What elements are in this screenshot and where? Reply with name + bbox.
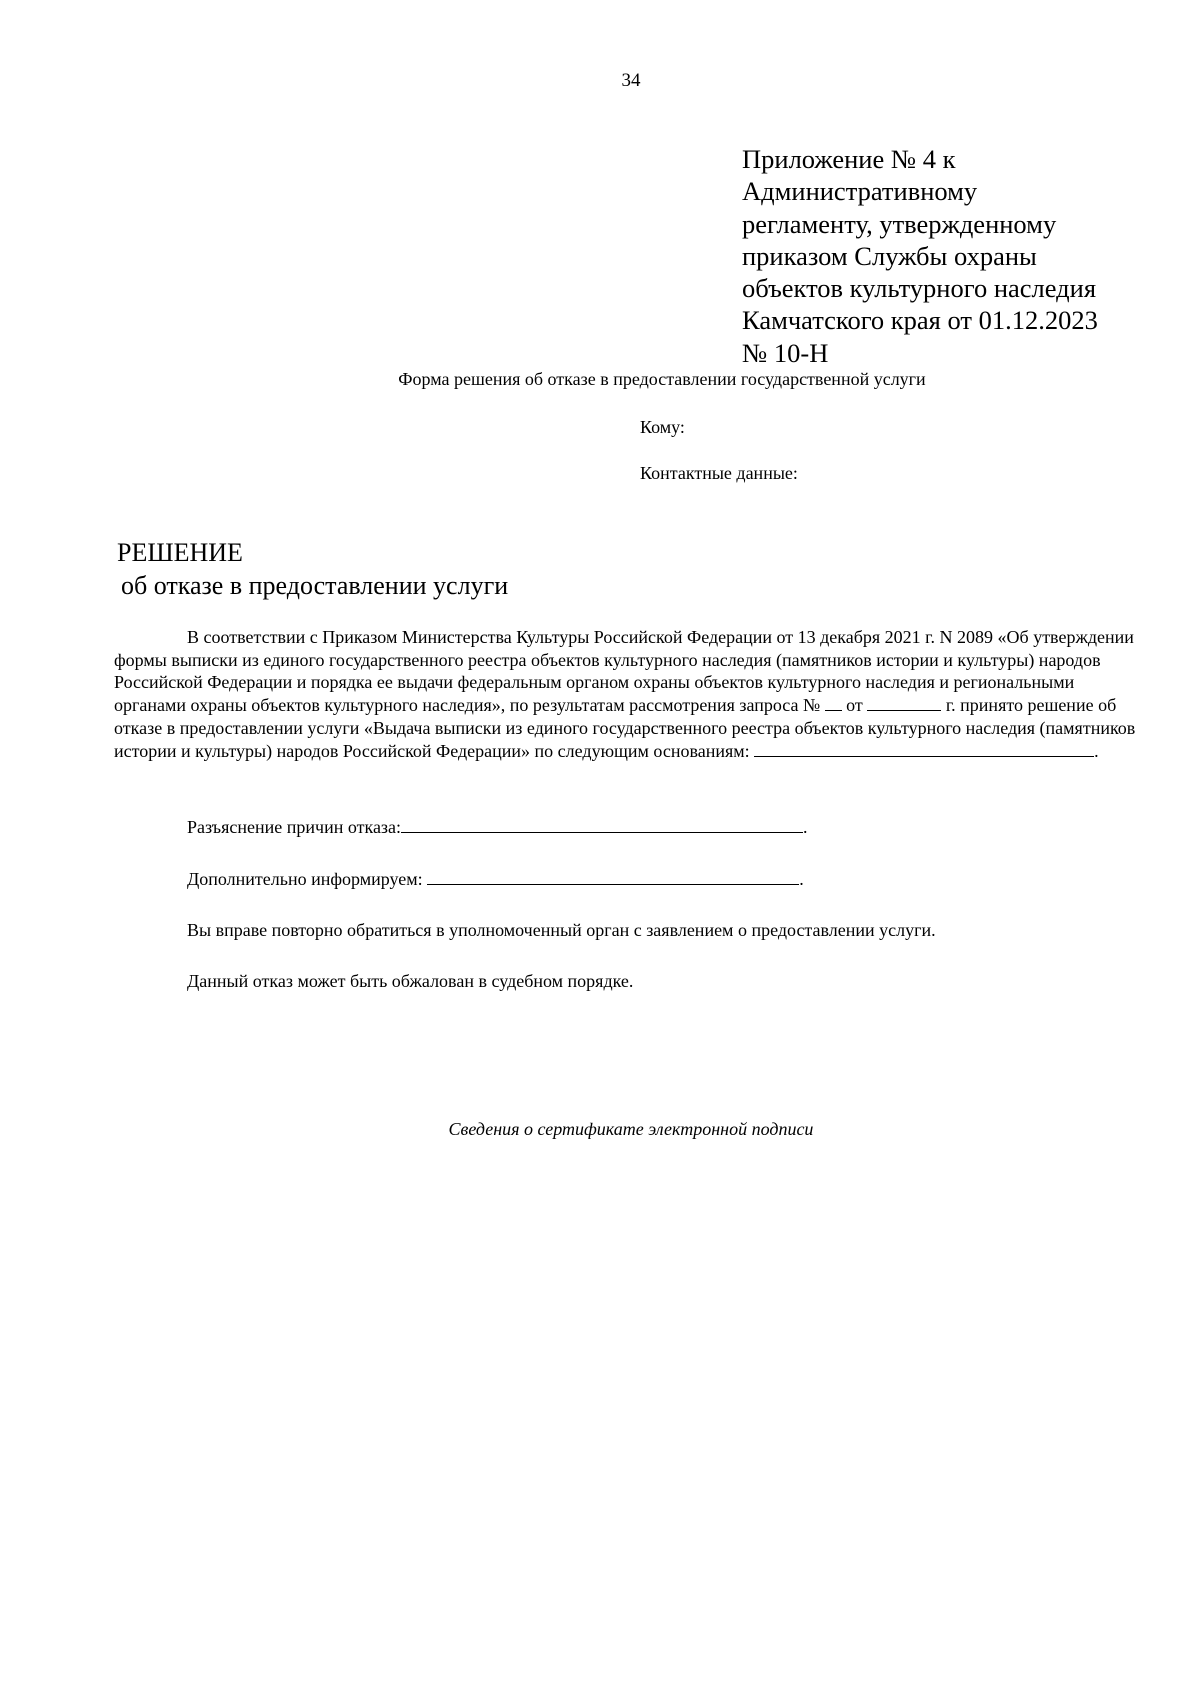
request-number-blank <box>825 694 842 711</box>
additional-info-label: Дополнительно информируем: <box>187 869 423 889</box>
appendix-line: Административному <box>742 176 978 207</box>
appendix-line: Приложение № 4 к <box>742 144 956 174</box>
refusal-reasons-label: Разъяснение причин отказа: <box>187 817 402 837</box>
appendix-line: № 10-Н <box>742 337 829 368</box>
paragraph-text: г. принято решение об отказе в предоставлении услуги «Выдача выписки из единого государственного реестра объектов культурного наследия (памятников истории и культуры) народов Российской Федерации» по следующим основаниям: <box>114 695 1136 761</box>
decision-subtitle: об отказе в предоставлении услуги <box>121 571 509 600</box>
appendix-line: объектов культурного наследия <box>742 273 1097 304</box>
decision-main-paragraph <box>114 626 1140 762</box>
appeal-notice: Данный отказ может быть обжалован в судебном порядке. <box>187 971 634 991</box>
paragraph-text: В соответствии с Приказом Министерства Культуры Российской Федерации от 13 декабря 2021 г. N 2089 «Об утверждении формы выписки из единого государственного реестра объектов культурного наследия (памятников истории и культуры) народов Российской Федерации и порядка ее выдачи федеральным органом охраны объектов культурного наследия и региональными органами охраны объектов культурного наследия», по результатам рассмотрения запроса № <box>114 627 1134 716</box>
appendix-line: Камчатского края от 01.12.2023 <box>742 305 1098 336</box>
refusal-reasons-blank <box>401 816 803 833</box>
refusal-reasons-row <box>187 816 808 838</box>
appendix-line: регламенту, утвержденному <box>742 208 1057 239</box>
punctuation: . <box>1094 740 1099 761</box>
punctuation: . <box>803 817 808 837</box>
reapply-notice: Вы вправе повторно обратиться в уполномоченный орган с заявлением о предоставлении услуги. <box>187 920 936 940</box>
request-date-blank <box>867 694 941 711</box>
page-number: 34 <box>621 70 641 91</box>
grounds-blank <box>754 740 1094 757</box>
additional-info-row <box>187 868 804 890</box>
appendix-reference <box>742 143 1172 369</box>
signature-certificate-info: Сведения о сертификате электронной подписи <box>448 1119 814 1139</box>
additional-info-blank <box>427 868 799 885</box>
contact-data-label: Контактные данные: <box>640 463 798 483</box>
decision-title: РЕШЕНИЕ <box>117 538 243 567</box>
punctuation: . <box>799 869 804 889</box>
form-title: Форма решения об отказе в предоставлении государственной услуги <box>398 369 926 389</box>
paragraph-text: от <box>846 695 863 716</box>
recipient-label: Кому: <box>640 417 685 437</box>
appendix-line: приказом Службы охраны <box>742 240 1037 271</box>
